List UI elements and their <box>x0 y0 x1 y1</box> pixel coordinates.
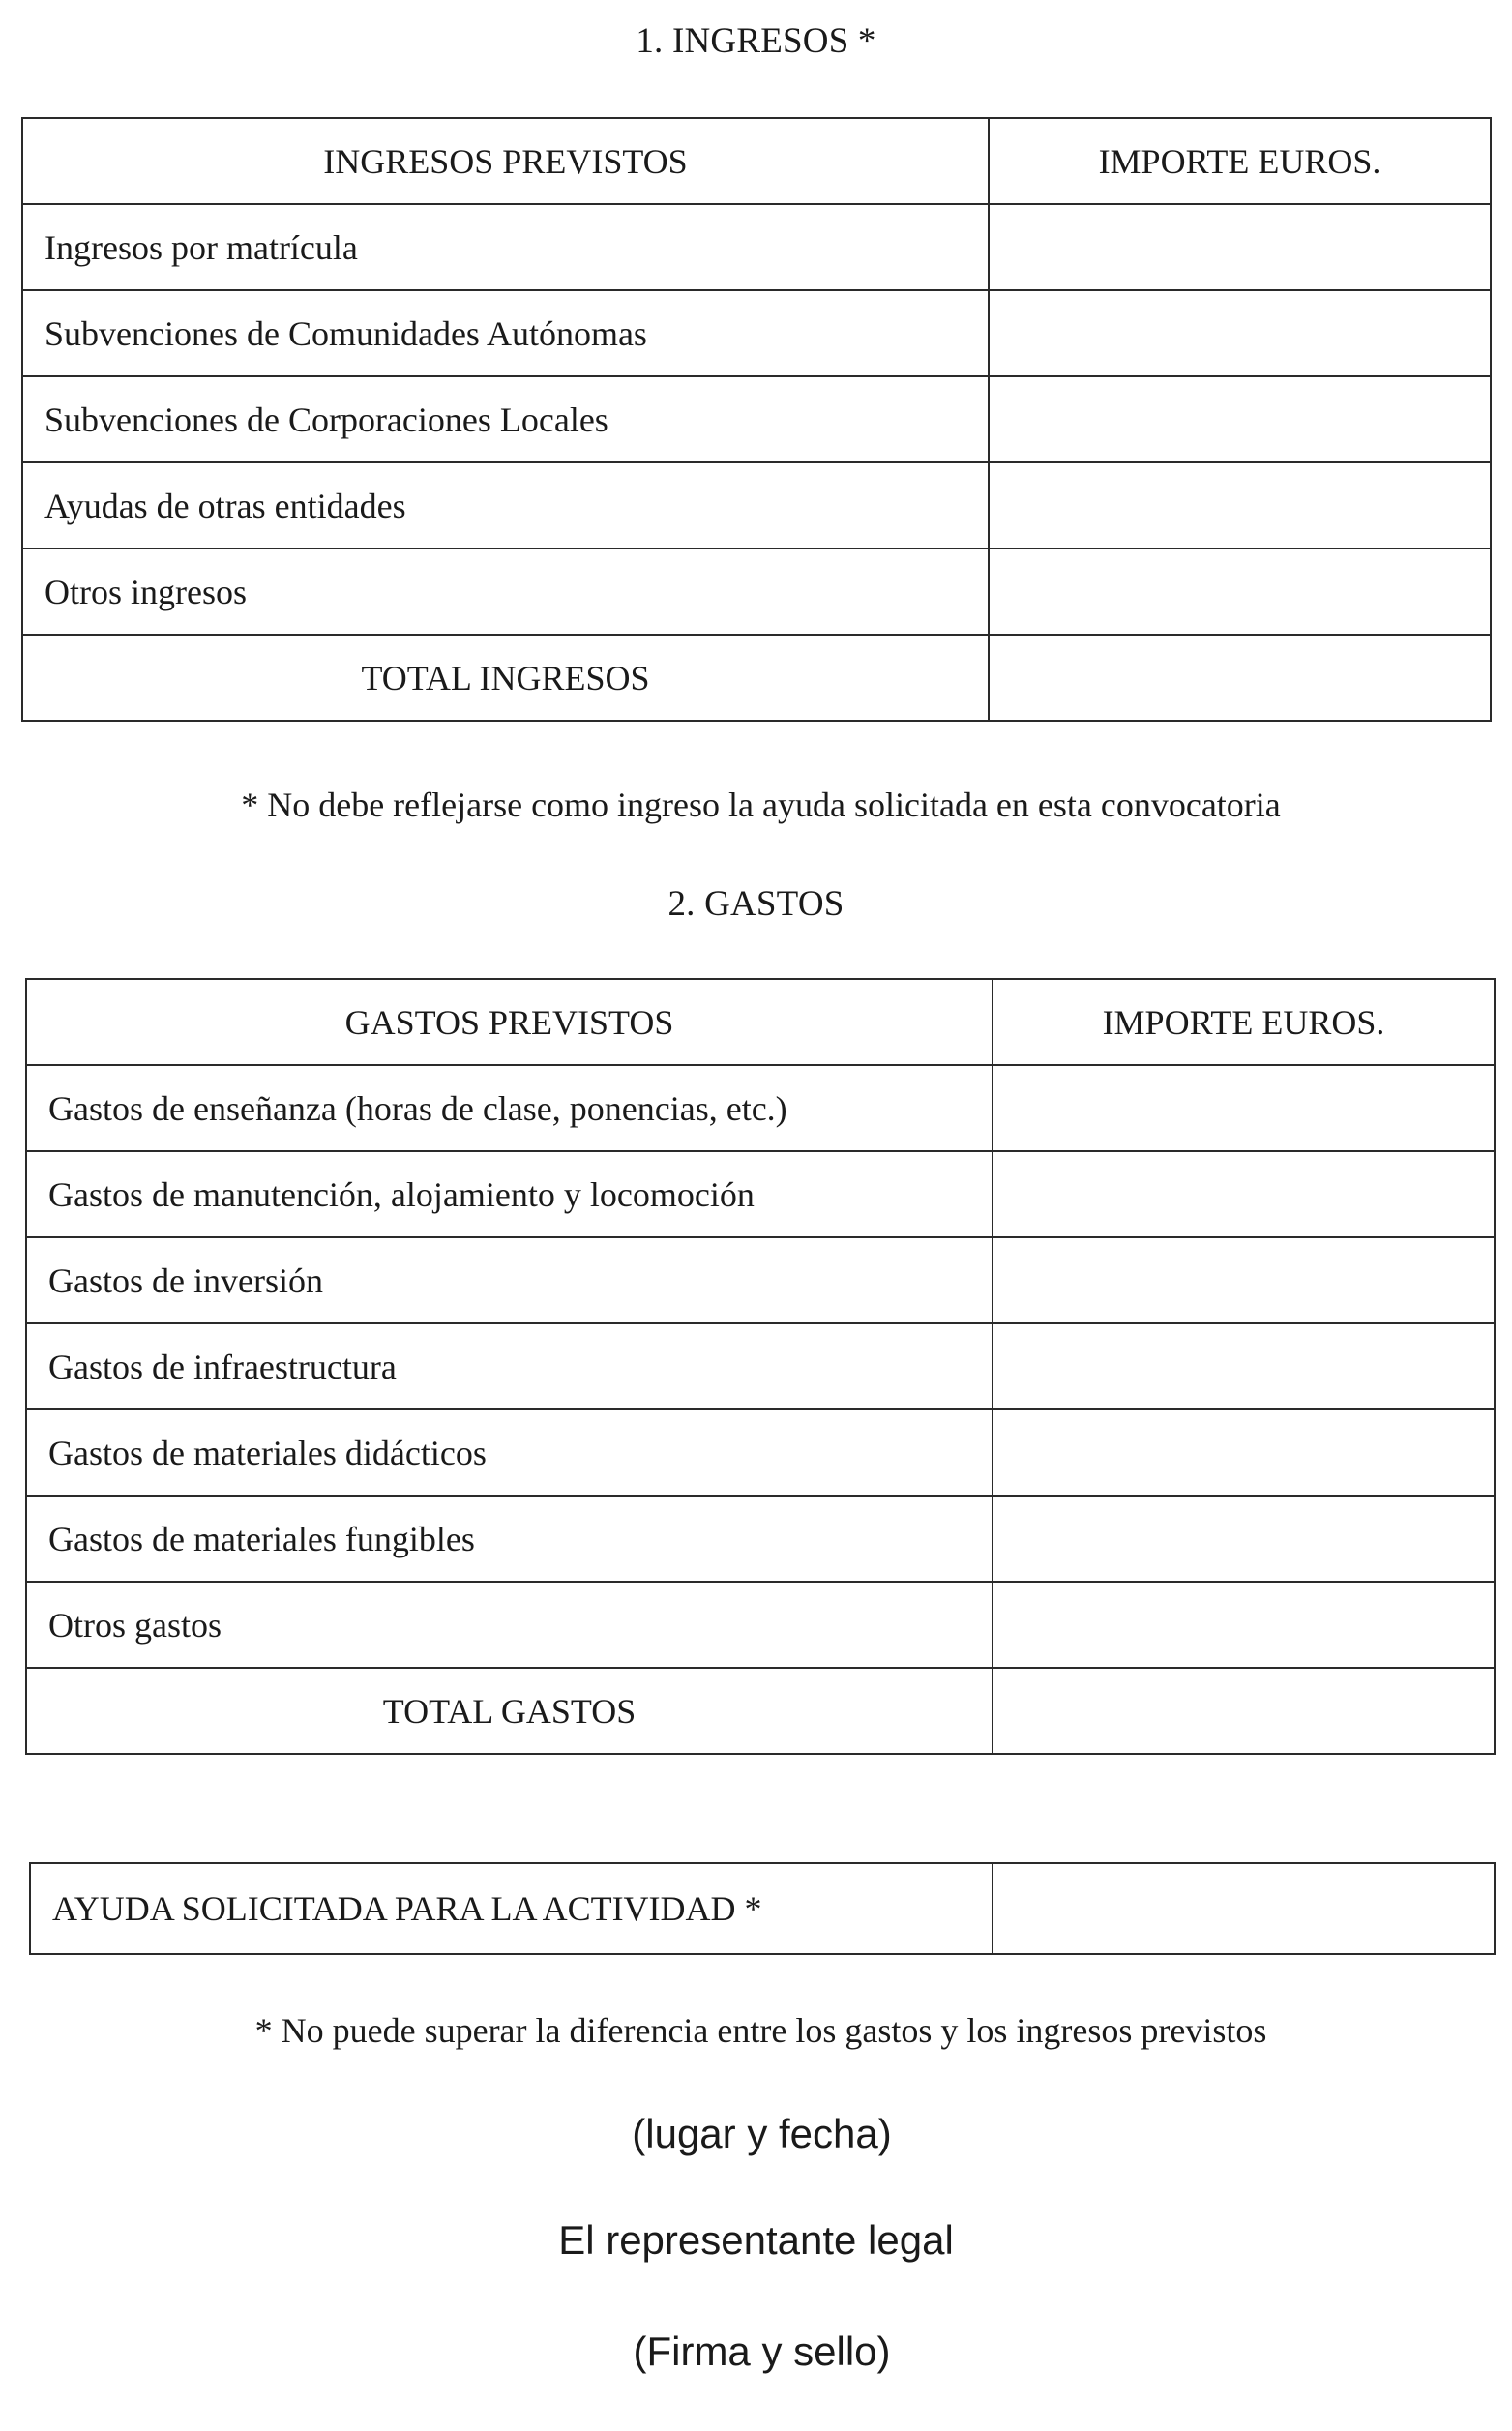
table-header-row <box>26 979 1495 1065</box>
gastos-total-label: TOTAL GASTOS <box>26 1668 993 1754</box>
gastos-amount-inversion[interactable] <box>993 1237 1495 1323</box>
gastos-concept-didacticos: Gastos de materiales didácticos <box>26 1409 993 1496</box>
ingresos-amount-otras-entidades[interactable] <box>989 462 1491 548</box>
ingresos-amount-matricula[interactable] <box>989 204 1491 290</box>
ingresos-concept-otras-entidades: Ayudas de otras entidades <box>22 462 989 548</box>
ayuda-label: AYUDA SOLICITADA PARA LA ACTIVIDAD * <box>30 1863 993 1954</box>
table-row <box>22 462 1491 548</box>
table-row <box>26 1582 1495 1668</box>
table-header-row <box>22 118 1491 204</box>
ingresos-amount-corporaciones[interactable] <box>989 376 1491 462</box>
gastos-concept-inversion: Gastos de inversión <box>26 1237 993 1323</box>
gastos-concept-infraestructura: Gastos de infraestructura <box>26 1323 993 1409</box>
signature-seal-label: (Firma y sello) <box>633 2328 891 2374</box>
gastos-amount-otros[interactable] <box>993 1582 1495 1668</box>
gastos-amount-infraestructura[interactable] <box>993 1323 1495 1409</box>
table-row <box>26 1151 1495 1237</box>
ingresos-amount-header: IMPORTE EUROS. <box>989 118 1491 204</box>
ingresos-concept-otros: Otros ingresos <box>22 548 989 635</box>
table-row <box>22 548 1491 635</box>
ingresos-concept-header: INGRESOS PREVISTOS <box>22 118 989 204</box>
ayuda-table <box>29 1862 1496 1955</box>
ingresos-amount-comunidades[interactable] <box>989 290 1491 376</box>
table-row <box>22 290 1491 376</box>
gastos-amount-header: IMPORTE EUROS. <box>993 979 1495 1065</box>
gastos-table <box>25 978 1496 1755</box>
ingresos-table <box>21 117 1492 722</box>
gastos-amount-fungibles[interactable] <box>993 1496 1495 1582</box>
ayuda-amount[interactable] <box>993 1863 1495 1954</box>
table-row <box>30 1863 1495 1954</box>
gastos-concept-otros: Otros gastos <box>26 1582 993 1668</box>
table-row <box>26 1323 1495 1409</box>
table-row <box>26 1237 1495 1323</box>
gastos-title: 2. GASTOS <box>667 884 845 924</box>
table-total-row <box>26 1668 1495 1754</box>
gastos-amount-didacticos[interactable] <box>993 1409 1495 1496</box>
table-row <box>26 1496 1495 1582</box>
ingresos-total-label: TOTAL INGRESOS <box>22 635 989 721</box>
gastos-concept-ensenanza: Gastos de enseñanza (horas de clase, ponencias, etc.) <box>26 1065 993 1151</box>
gastos-total-amount[interactable] <box>993 1668 1495 1754</box>
table-row <box>22 376 1491 462</box>
ingresos-concept-comunidades: Subvenciones de Comunidades Autónomas <box>22 290 989 376</box>
gastos-concept-fungibles: Gastos de materiales fungibles <box>26 1496 993 1582</box>
table-row <box>26 1065 1495 1151</box>
gastos-amount-ensenanza[interactable] <box>993 1065 1495 1151</box>
ingresos-concept-corporaciones: Subvenciones de Corporaciones Locales <box>22 376 989 462</box>
table-row <box>26 1409 1495 1496</box>
ingresos-title: 1. INGRESOS * <box>636 21 876 61</box>
ingresos-concept-matricula: Ingresos por matrícula <box>22 204 989 290</box>
ingresos-amount-otros[interactable] <box>989 548 1491 635</box>
ingresos-note: * No debe reflejarse como ingreso la ayuda solicitada en esta convocatoria <box>241 786 1281 824</box>
gastos-concept-manutencion: Gastos de manutención, alojamiento y locomoción <box>26 1151 993 1237</box>
table-row <box>22 204 1491 290</box>
ingresos-total-amount[interactable] <box>989 635 1491 721</box>
table-total-row <box>22 635 1491 721</box>
place-date-label: (lugar y fecha) <box>632 2111 892 2156</box>
gastos-amount-manutencion[interactable] <box>993 1151 1495 1237</box>
ayuda-note: * No puede superar la diferencia entre los gastos y los ingresos previstos <box>254 2011 1267 2050</box>
representative-label: El representante legal <box>558 2217 954 2263</box>
gastos-concept-header: GASTOS PREVISTOS <box>26 979 993 1065</box>
